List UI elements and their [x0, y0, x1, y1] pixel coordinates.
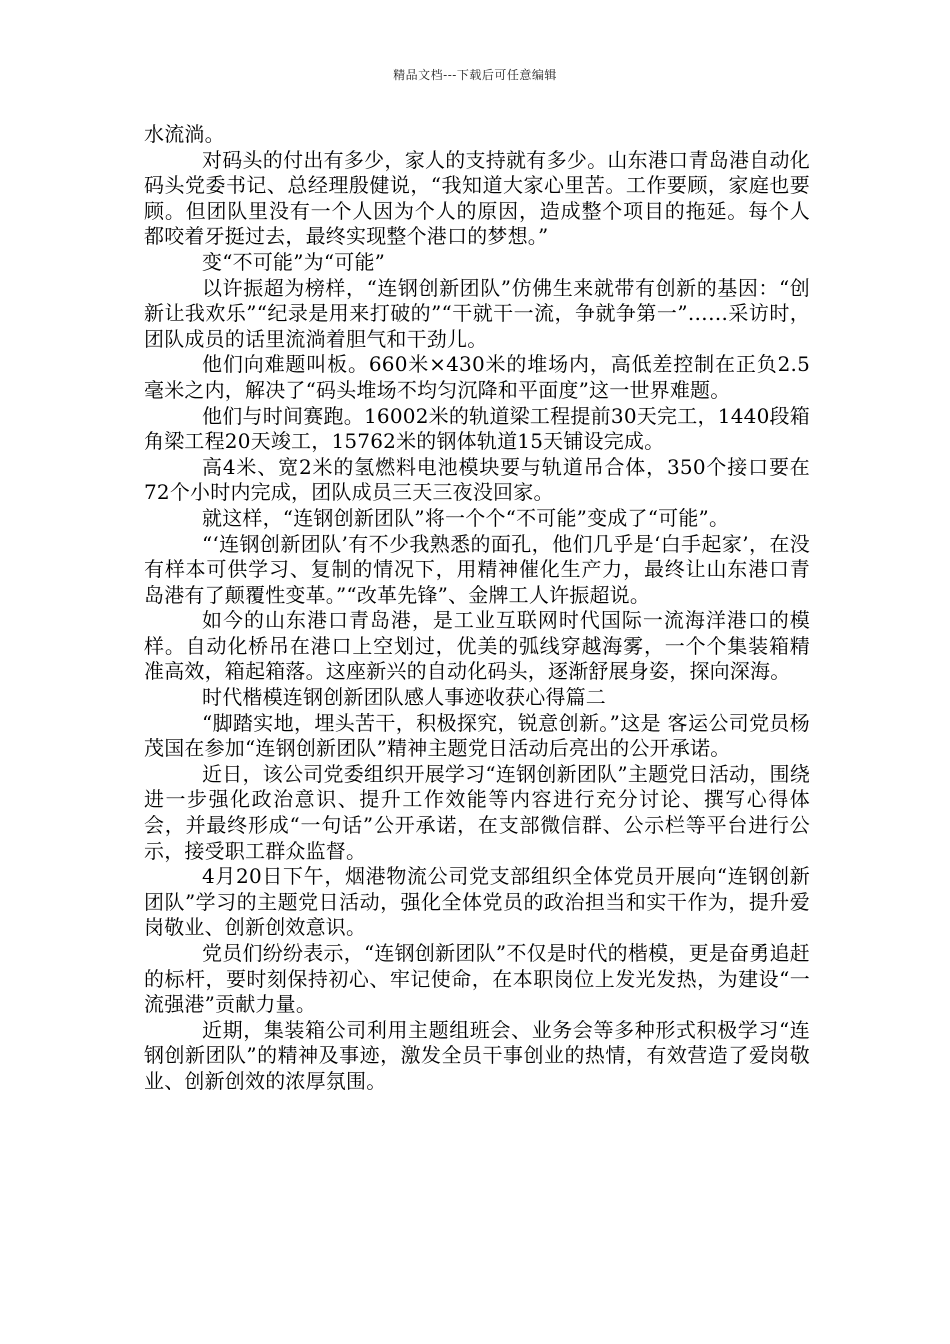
paragraph: 对码头的付出有多少，家人的支持就有多少。山东港口青岛港自动化码头党委书记、总经理殷健说，“我知道大家心里苦。工作要顾，家庭也要顾。但团队里没有一个人因为个人的原因，造成整个项目的拖延。每个人都咬着牙挺过去，最终实现整个港口的梦想。” — [144, 147, 810, 249]
paragraph: “‘连钢创新团队’有不少我熟悉的面孔，他们几乎是‘白手起家’，在没有样本可供学习、复制的情况下，用精神催化生产力，最终让山东港口青岛港有了颠覆性变革。”“改革先锋”、金牌工人许振超说。 — [144, 531, 810, 607]
paragraph: “脚踏实地，埋头苦干，积极探究，锐意创新。”这是 客运公司党员杨茂国在参加“连钢创新团队”精神主题党日活动后亮出的公开承诺。 — [144, 710, 810, 761]
paragraph: 水流淌。 — [144, 122, 225, 146]
document-body — [144, 122, 810, 1095]
paragraph: 4月20日下午，烟港物流公司党支部组织全体党员开展向“连钢创新团队”学习的主题党日活动，强化全体党员的政治担当和实干作为，提升爱岗敬业、创新创效意识。 — [144, 864, 810, 940]
paragraph: 以许振超为榜样，“连钢创新团队”仿佛生来就带有创新的基因：“创新让我欢乐”“纪录是用来打破的”“干就干一流，争就争第一”……采访时，团队成员的话里流淌着胆气和干劲儿。 — [144, 275, 810, 351]
paragraph: 如今的山东港口青岛港，是工业互联网时代国际一流海洋港口的模样。自动化桥吊在港口上空划过，优美的弧线穿越海雾，一个个集装箱精准高效，箱起箱落。这座新兴的自动化码头，逐渐舒展身姿，探向深海。 — [144, 608, 810, 684]
section-heading: 时代楷模连钢创新团队感人事迹收获心得篇二 — [202, 685, 606, 710]
section-heading: 变“不可能”为“可能” — [202, 249, 386, 274]
page-header: 精品文档---下载后可任意编辑 — [393, 68, 557, 82]
paragraph: 他们向难题叫板。660米×430米的堆场内，高低差控制在正负2.5毫米之内，解决了“码头堆场不均匀沉降和平面度”这一世界难题。 — [144, 352, 810, 402]
paragraph: 就这样，“连钢创新团队”将一个个“不可能”变成了“可能”。 — [202, 505, 730, 530]
paragraph: 高4米、宽2米的氢燃料电池模块要与轨道吊合体，350个接口要在72个小时内完成，团队成员三天三夜没回家。 — [144, 454, 810, 505]
paragraph: 近期，集装箱公司利用主题组班会、业务会等多种形式积极学习“连钢创新团队”的精神及事迹，激发全员干事创业的热情，有效营造了爱岗敬业、创新创效的浓厚氛围。 — [144, 1017, 810, 1093]
paragraph: 近日，该公司党委组织开展学习“连钢创新团队”主题党日活动，围绕进一步强化政治意识、提升工作效能等内容进行充分讨论、撰写心得体会，并最终形成“一句话”公开承诺，在支部微信群、公示栏等平台进行公示，接受职工群众监督。 — [144, 761, 810, 863]
paragraph: 他们与时间赛跑。16002米的轨道梁工程提前30天完工，1440段箱角梁工程20天竣工，15762米的钢体轨道15天铺设完成。 — [144, 403, 810, 454]
paragraph: 党员们纷纷表示，“连钢创新团队”不仅是时代的楷模，更是奋勇追赶的标杆，要时刻保持初心、牢记使命，在本职岗位上发光发热，为建设“一流强港”贡献力量。 — [144, 941, 810, 1017]
